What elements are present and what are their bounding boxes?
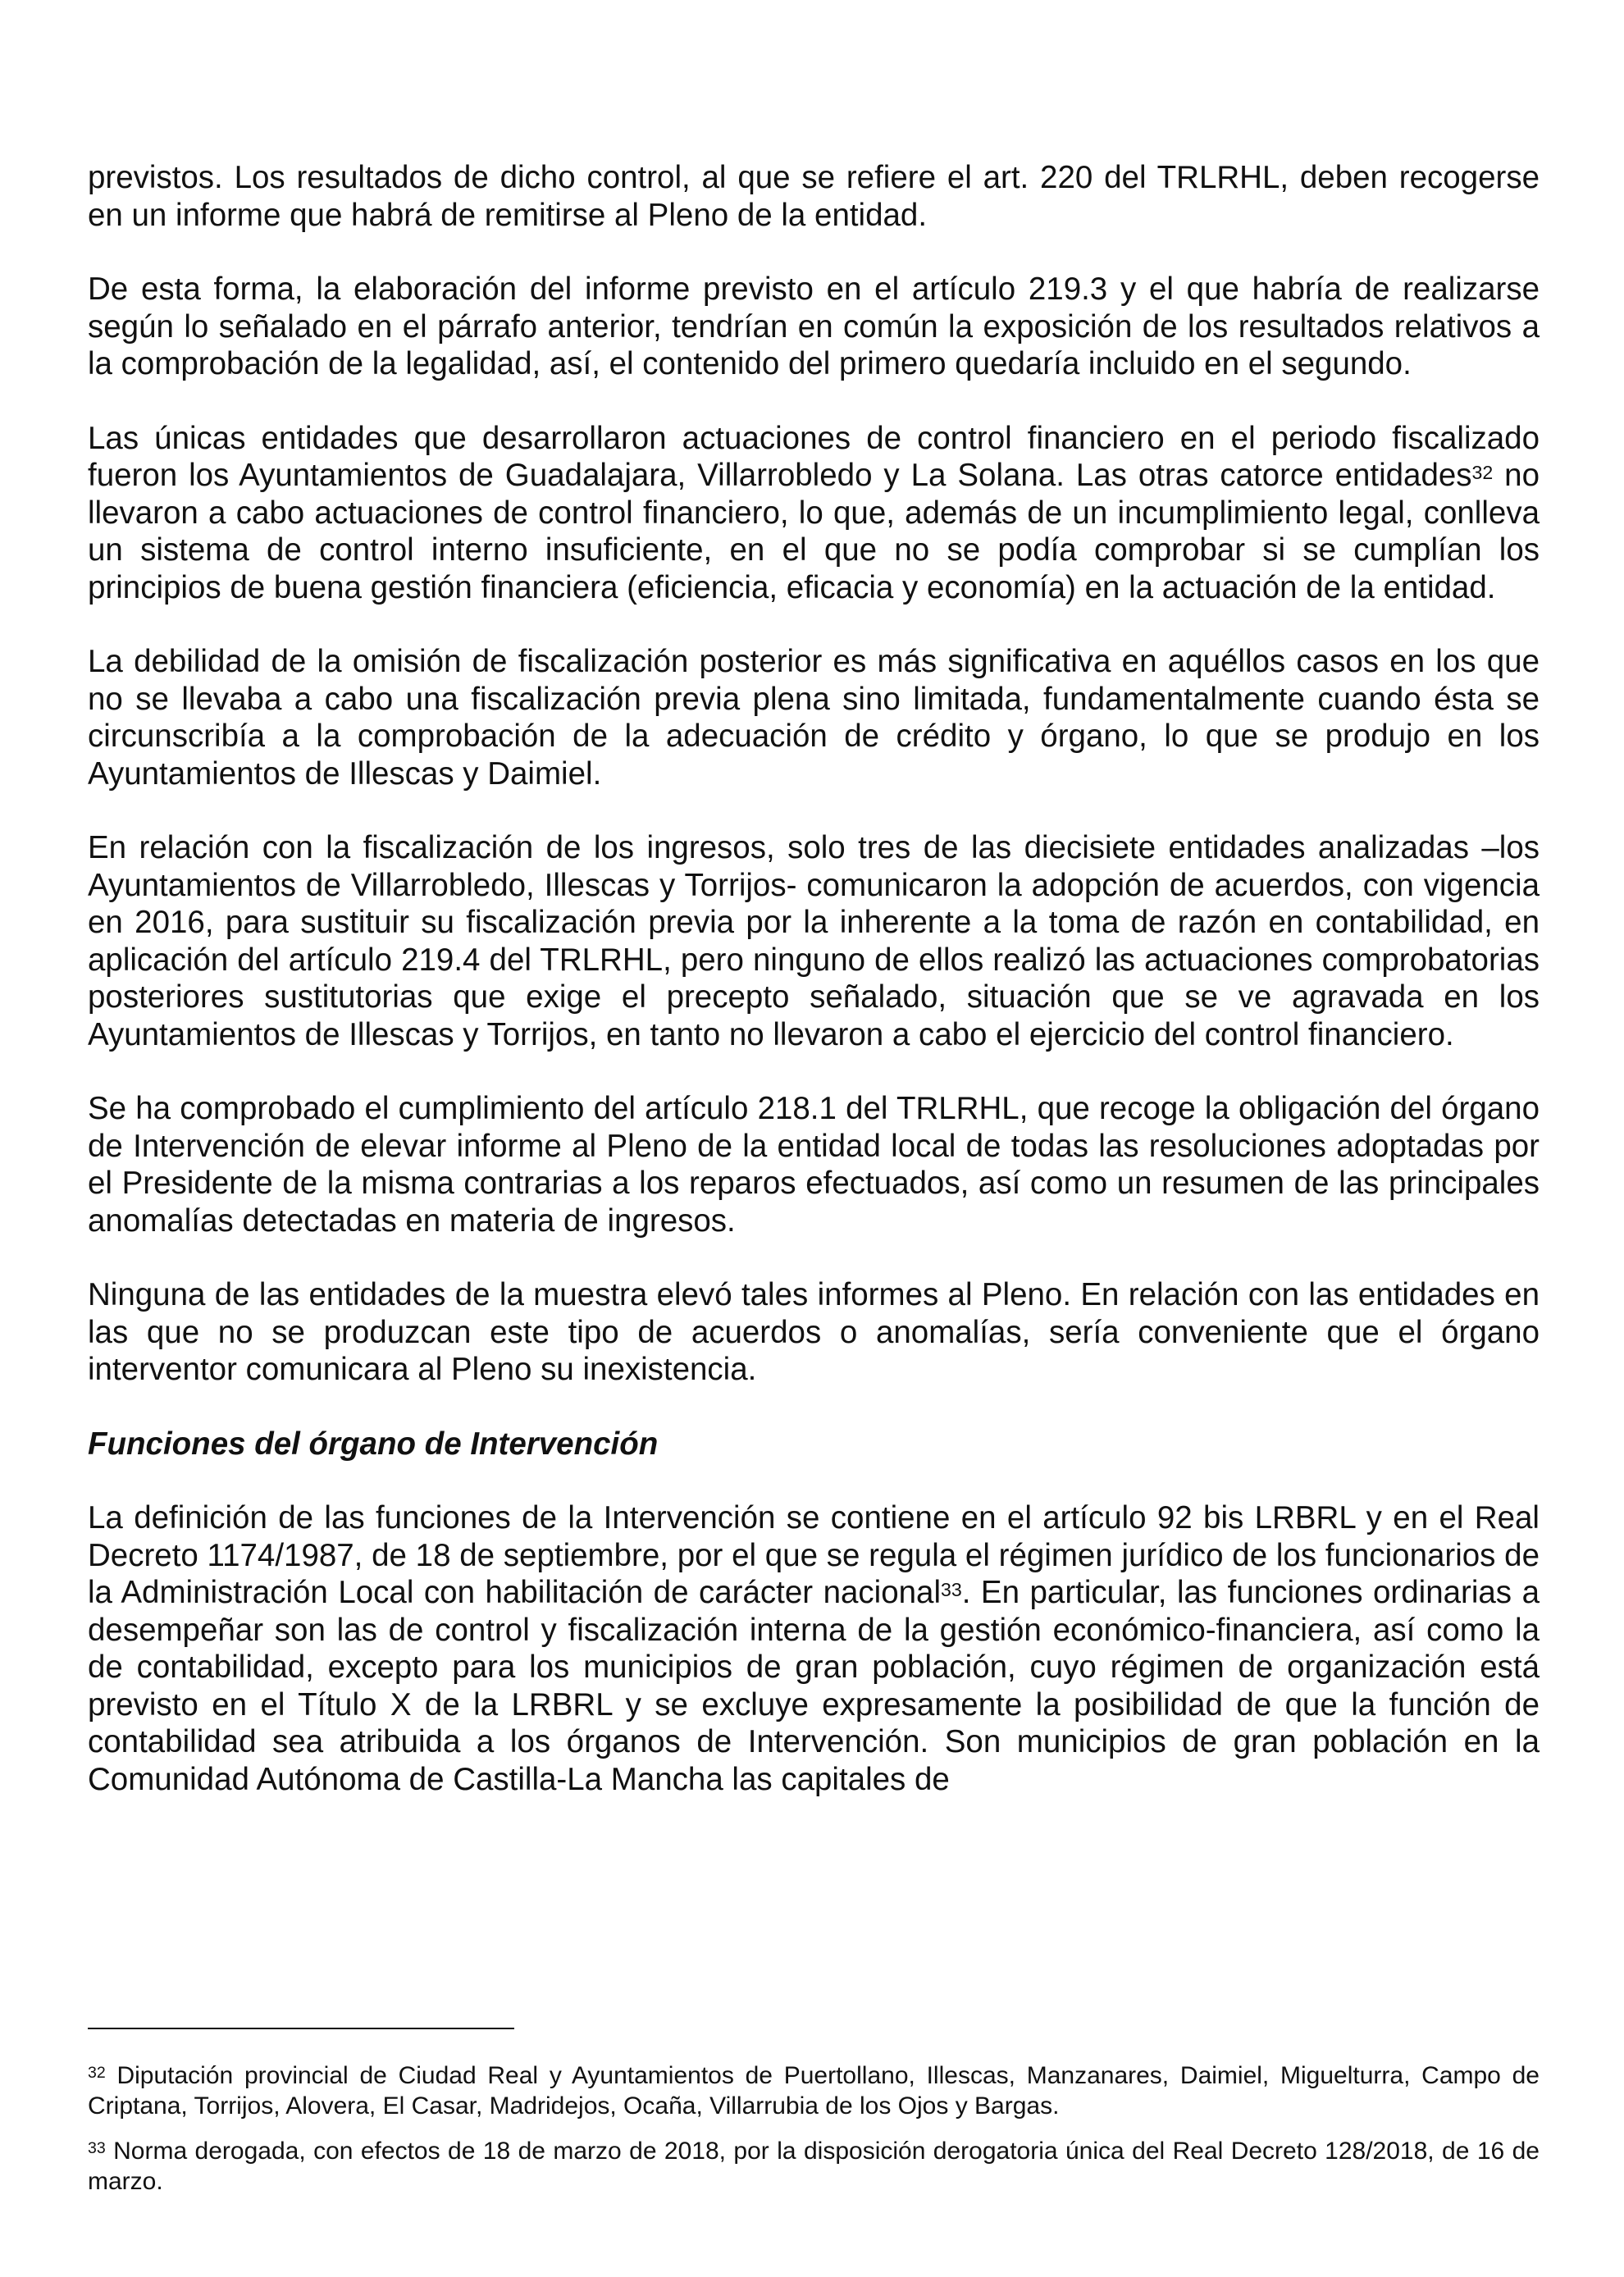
footnote-text: Norma derogada, con efectos de 18 de marzo de 2018, por la disposición derogatoria única del Real Decreto 128/2018, de 16 de marzo. bbox=[88, 2138, 1540, 2195]
footnote-text: Diputación provincial de Ciudad Real y Ayuntamientos de Puertollano, Illescas, Manzanares, Daimiel, Miguelturra, Campo de Criptana, Torrijos, Alovera, El Casar, Madridejos, Ocaña, Villarrubia de los Ojos y Bargas. bbox=[88, 2062, 1540, 2120]
footnote-separator bbox=[88, 2028, 514, 2029]
footnote-number: 33 bbox=[88, 2139, 106, 2158]
paragraph-text-part: no llevaron a cabo actuaciones de control financiero, lo que, además de un incumplimiento legal, conlleva un sistema de control interno insuficiente, en el que no se podía comprobar si se cumplían los principios de buena gestión financiera (eficiencia, eficacia y economía) en la actuación de la entidad. bbox=[88, 458, 1540, 605]
footnote-reference-33[interactable]: 33 bbox=[941, 1578, 962, 1600]
footnote-number: 32 bbox=[88, 2064, 106, 2083]
paragraph-intervention-functions bbox=[88, 1499, 1540, 1798]
paragraph-text-part: Las únicas entidades que desarrollaron actuaciones de control financiero en el periodo fiscalizado fueron los Ayuntamientos de Guadalajara, Villarrobledo y La Solana. Las otras catorce entidades bbox=[88, 420, 1540, 493]
footnote-reference-32[interactable]: 32 bbox=[1471, 461, 1494, 483]
paragraph-report-elaboration: De esta forma, la elaboración del informe previsto en el artículo 219.3 y el que habría de realizarse según lo señalado en el párrafo anterior, tendrían en común la exposición de los resultados relativos a la comprobación de la legalidad, así, el contenido del primero quedaría incluido en el segundo. bbox=[88, 272, 1540, 381]
paragraph-omission-weakness: La debilidad de la omisión de fiscalización posterior es más significativa en aquéllos casos en los que no se llevaba a cabo una fiscalización previa plena sino limitada, fundamentalmente cuando ésta se circunscribía a la comprobación de la adecuación de crédito y órgano, lo que se produjo en los Ayuntamientos de Illescas y Daimiel. bbox=[88, 644, 1540, 792]
section-heading: Funciones del órgano de Intervención bbox=[88, 1426, 659, 1462]
footnote-32 bbox=[88, 2060, 1540, 2121]
paragraph-text-part: . En particular, las funciones ordinarias a desempeñar son las de control y fiscalización interna de la gestión económico-financiera, así como la de contabilidad, excepto para los municipios de gran población, cuyo régimen de organización está previsto en el Título X de la LRBRL y se excluye expresamente la posibilidad de que la función de contabilidad sea atribuida a los órganos de Intervención. Son municipios de gran población en la Comunidad Autónoma de Castilla-La Mancha las capitales de bbox=[88, 1575, 1540, 1797]
document-body bbox=[88, 159, 1540, 1835]
paragraph-control-results: previstos. Los resultados de dicho control, al que se refiere el art. 220 del TRLRHL, deben recogerse en un informe que habrá de remitirse al Pleno de la entidad. bbox=[88, 160, 1540, 233]
paragraph-no-reports: Ninguna de las entidades de la muestra elevó tales informes al Pleno. En relación con las entidades en las que no se produzcan este tipo de acuerdos o anomalías, sería conveniente que el órgano interventor comunicara al Pleno su inexistencia. bbox=[88, 1277, 1540, 1387]
paragraph-article-218: Se ha comprobado el cumplimiento del artículo 218.1 del TRLRHL, que recoge la obligación del órgano de Intervención de elevar informe al Pleno de la entidad local de todas las resoluciones adoptadas por el Presidente de la misma contrarias a los reparos efectuados, así como un resumen de las principales anomalías detectadas en materia de ingresos. bbox=[88, 1091, 1540, 1239]
footnote-33 bbox=[88, 2136, 1540, 2197]
paragraph-income-fiscalization: En relación con la fiscalización de los ingresos, solo tres de las diecisiete entidades analizadas –los Ayuntamientos de Villarrobledo, Illescas y Torrijos- comunicaron la adopción de acuerdos, con vigencia en 2016, para sustituir su fiscalización previa por la inherente a la toma de razón en contabilidad, en aplicación del artículo 219.4 del TRLRHL, pero ninguno de ellos realizó las actuaciones comprobatorias posteriores sustitutorias que exige el precepto señalado, situación que se ve agravada en los Ayuntamientos de Illescas y Torrijos, en tanto no llevaron a cabo el ejercicio del control financiero. bbox=[88, 830, 1540, 1052]
paragraph-financial-control-entities bbox=[88, 420, 1540, 607]
paragraph-text-part: La definición de las funciones de la Intervención se contiene en el artículo 92 bis LRBRL y en el Real Decreto 1174/1987, de 18 de septiembre, por el que se regula el régimen jurídico de los funcionarios de la Administración Local con habilitación de carácter nacional bbox=[88, 1500, 1540, 1610]
footnotes-area bbox=[88, 2060, 1540, 2211]
